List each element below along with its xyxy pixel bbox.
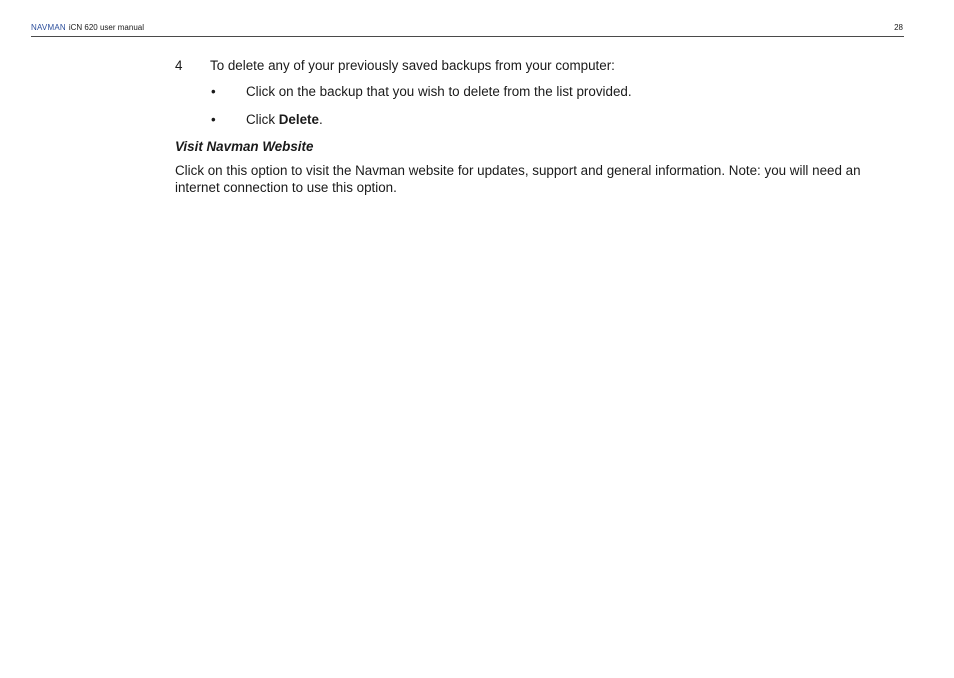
page-header xyxy=(31,22,904,37)
bullet-icon: • xyxy=(211,112,216,127)
bullet-text: Click on the backup that you wish to delete from the list provided. xyxy=(246,84,632,99)
page-content xyxy=(175,57,895,196)
page-number: 28 xyxy=(894,23,903,32)
bullet-text-suffix: . xyxy=(318,112,323,127)
bullet-item xyxy=(210,83,895,100)
bullet-icon: • xyxy=(211,84,216,99)
brand-name: NAVMAN xyxy=(31,23,66,32)
bullet-text-prefix: Click xyxy=(246,112,279,127)
step-item xyxy=(175,57,895,74)
section-heading: Visit Navman Website xyxy=(175,139,314,154)
section-body: Click on this option to visit the Navman website for updates, support and general information. Note: you will need an internet connection to use this option. xyxy=(175,163,861,195)
step-number: 4 xyxy=(175,58,183,73)
manual-title: iCN 620 user manual xyxy=(68,23,144,32)
bullet-text xyxy=(246,111,323,128)
delete-keyword: Delete xyxy=(278,112,319,127)
bullet-item xyxy=(210,111,895,128)
step-text: To delete any of your previously saved backups from your computer: xyxy=(210,58,615,73)
